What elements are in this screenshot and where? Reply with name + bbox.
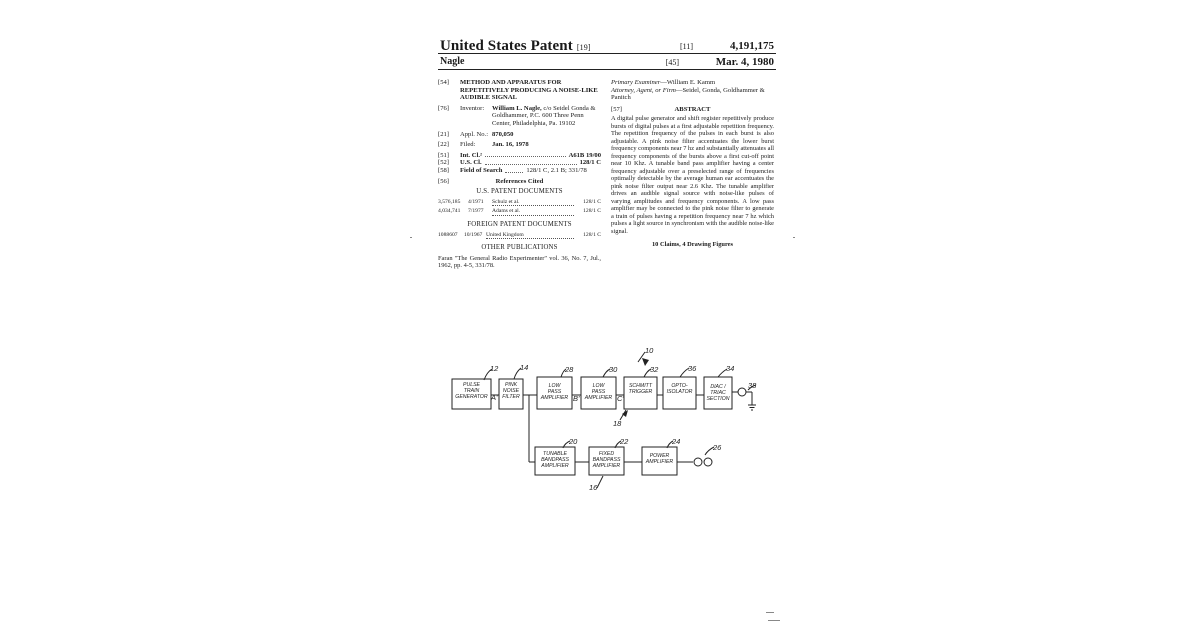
us-docs-heading: U.S. PATENT DOCUMENTS (476, 188, 563, 196)
label-schmitt-trigger: SCHMITT TRIGGER (628, 383, 653, 395)
point-c: C' (617, 394, 624, 403)
point-b: B' (573, 394, 580, 403)
ref-32: 32 (650, 365, 659, 374)
search-field: [58] Field of Search 128/1 C, 2.1 B; 331/78 (438, 166, 587, 174)
citation-row: 3,576,185 4/1971 Schulz et al. 128/1 C (438, 198, 601, 205)
intcl-field: [51] Int. Cl.² A61B 19/00 (438, 151, 601, 159)
label-diac-triac-section: DIAC / TRIAC SECTION (706, 384, 730, 402)
ref-34: 34 (726, 364, 735, 373)
abstract-text: A digital pulse generator and shift register repetitively produce bursts of digital pulses at a first adjustable repetition frequency. The repetition frequency of the pulses in each burst is also adjustable. A pink noise filter accentuates the lower burst frequency components near 7 hz and substantially attenuates all frequency components of the bursts above a first cut-off point near 10 Khz. A tunable band pass amplifier having a center frequency adjustable over a preselected range of frequencies optimally detectable by the average human ear accentuates the pink noise filter output near 2.6 Khz. The tunable amplifier drives an audible signal source with noise-like pulses of varying amplitudes and frequency components. A low pass amplifier may be connected to the pink noise filter to generate a train of pulses having a repetition frequency near 7 hz which pulses a light source in synchronism with the audible noise-like signal. (611, 115, 774, 235)
date-code: [45] (665, 58, 680, 67)
patent-date: Mar. 4, 1980 (715, 56, 774, 68)
point-a: A' (491, 393, 498, 402)
invention-title: METHOD AND APPARATUS FOR REPETITIVELY PRODUCING A NOISE-LIKE AUDIBLE SIGNAL (460, 79, 598, 102)
foreign-docs-heading: FOREIGN PATENT DOCUMENTS (467, 220, 572, 228)
other-pubs-text: Faran "The General Radio Experimenter" vol. 36, No. 7, Jul., 1962, pp. 4-5, 331/78. (438, 254, 601, 270)
inventor-field: [76] Inventor: William L. Nagle, c/o Seidel Gonda & Goldhammer, P.C. 600 Three Penn Center, Philadelphia, Pa. 19102 (438, 104, 596, 127)
number-code: [11] (680, 42, 694, 51)
label-pulse-train-generator: PULSE TRAIN GENERATOR (455, 382, 488, 400)
label-fixed-bandpass-amplifier: FIXED BANDPASS AMPLIFIER (592, 451, 621, 469)
ref-24: 24 (672, 437, 681, 446)
scan-speck (766, 612, 774, 613)
ref-20: 20 (569, 437, 578, 446)
uscl-field: [52] U.S. Cl. 128/1 C (438, 159, 601, 167)
refs-field: [56] References Cited (438, 177, 544, 185)
ref-14: 14 (520, 363, 529, 372)
title-code: [19] (576, 43, 591, 52)
inventor-address: c/o Seidel Gonda & Goldhammer, P.C. 600 Three Penn Center, Philadelphia, Pa. 19102 (492, 104, 596, 127)
scan-speck (793, 237, 795, 238)
label-power-amplifier: POWER AMPLIFIER (645, 453, 674, 465)
filed-field: [22] Filed: Jan. 16, 1978 (438, 141, 529, 149)
citation-row: 4,034,741 7/1977 Adams et al. 128/1 C (438, 208, 601, 215)
abstract-heading: ABSTRACT (674, 105, 711, 113)
ref-36: 36 (688, 364, 697, 373)
ref-18: 18 (613, 419, 622, 428)
patent-title: United States Patent [19] (440, 38, 591, 54)
appl-field: [21] Appl. No.: 870,050 (438, 130, 514, 138)
label-opto-isolator: OPTO-ISOLATOR (666, 383, 693, 395)
ref-26: 26 (713, 443, 722, 452)
examiner-line: Primary Examiner—William E. Kamm (611, 79, 716, 86)
abstract-heading-row: [57] ABSTRACT (611, 106, 774, 114)
patent-number: 4,191,175 (730, 40, 774, 52)
ref-30: 30 (609, 365, 618, 374)
ref-28: 28 (565, 365, 574, 374)
inventor-name: William L. Nagle, (492, 104, 542, 112)
scan-speck (768, 620, 780, 621)
ref-10: 10 (645, 346, 654, 355)
label-pink-noise-filter: PINK NOISE FILTER (502, 382, 520, 400)
label-tunable-bandpass-amplifier: TUNABLE BANDPASS AMPLIFIER (541, 451, 569, 469)
scan-speck (410, 237, 412, 238)
attorney-line: Attorney, Agent, or Firm—Seidel, Gonda, Goldhammer & Panitch (611, 86, 765, 102)
ref-22: 22 (620, 437, 629, 446)
citation-row: 1088607 10/1967 United Kingdom 128/1 C (438, 231, 601, 238)
ref-38: 38 (748, 381, 757, 390)
ref-12: 12 (490, 364, 499, 373)
inventor-surname: Nagle (440, 56, 465, 67)
other-pubs-heading: OTHER PUBLICATIONS (481, 244, 558, 252)
title-field: [54] METHOD AND APPARATUS FOR REPETITIVELY PRODUCING A NOISE-LIKE AUDIBLE SIGNAL (438, 79, 601, 102)
label-low-pass-amplifier-1: LOW PASS AMPLIFIER (540, 383, 569, 401)
ref-16: 16 (589, 483, 598, 492)
label-low-pass-amplifier-2: LOW PASS AMPLIFIER (584, 383, 613, 401)
claims-count: 10 Claims, 4 Drawing Figures (651, 241, 733, 249)
